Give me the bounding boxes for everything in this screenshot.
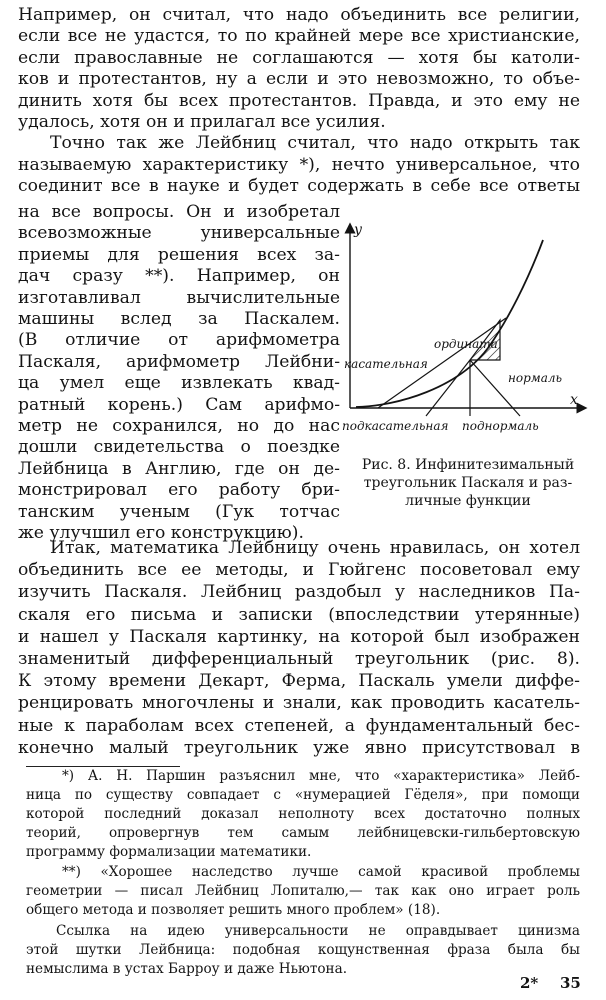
footnote-line: Ссылка на идею универсальности не оправдывает цинизма [56, 923, 580, 939]
text-line: Итак, математика Лейбницу очень нравилась, он хотел [50, 538, 580, 558]
footnote-line: этой шутки Лейбница: подобная кощунственная фраза была бы [26, 942, 580, 958]
caption-line: треугольник Паскаля и раз- [363, 475, 573, 491]
text-line: всевозможные универсальные [18, 223, 340, 244]
text-line: ков и протестантов, ну а если и это невозможно, то объе- [18, 69, 580, 90]
text-line: и нашел у Паскаля картинку, на которой был изображен [18, 626, 580, 647]
text-line: дошли свидетельства о поездке [18, 437, 340, 458]
figure-infinitesimal-triangle [338, 220, 588, 440]
signature-mark: 2* [520, 974, 539, 992]
text-line: К этому времени Декарт, Ферма, Паскаль умели диффе- [18, 671, 580, 692]
text-line: конечно малый треугольник уже явно присутствовал в [18, 737, 580, 758]
text-line: изготавливал вычислительные [18, 287, 340, 308]
footnote-line: *) А. Н. Паршин разъяснил мне, что «характеристика» Лейб- [62, 768, 580, 784]
x-axis-label: x [570, 392, 578, 408]
text-line: ренцировать многочлены и знали, как проводить касатель- [18, 693, 580, 714]
text-line: скаля его письма и записки (впоследствии утерянные) [18, 604, 580, 625]
footnote-line: **) «Хорошее наследство лучше самой красивой проблемы [62, 864, 580, 880]
text-line: Точно так же Лейбниц считал, что надо открыть так [50, 133, 580, 154]
text-line: Например, он считал, что надо объединить все религии, [18, 5, 580, 25]
text-line: ратный корень.) Сам арифмо- [18, 394, 340, 415]
subtangent-label: подкасательная [342, 419, 449, 433]
text-line: (В отличие от арифмометра [18, 330, 340, 351]
normal-label: нормаль [508, 371, 563, 385]
text-line: если все не удастся, то по крайней мере все христианские, [18, 26, 580, 47]
text-line: машины вслед за Паскалем. [18, 309, 340, 329]
text-line: монстрировал его работу бри- [18, 480, 340, 501]
text-line: знаменитый дифференциальный треугольник (рис. 8). [18, 649, 580, 669]
caption-line: личные функции [405, 493, 531, 509]
text-line: Паскаля, арифмометр Лейбни- [18, 351, 340, 372]
text-line: Лейбница в Англию, где он де- [18, 458, 340, 479]
tangent-label: касательная [344, 357, 428, 371]
footnote-line: общего метода и позволяет решить много проблем» (18). [26, 902, 441, 918]
text-line: на все вопросы. Он и изобретал [18, 202, 340, 222]
text-line: динить хотя бы всех протестантов. Правда, и это ему не [18, 90, 580, 111]
subnormal-label: поднормаль [462, 419, 539, 433]
text-line: ца умел еще извлекать квад- [18, 373, 340, 394]
text-line: называемую характеристику *), нечто универсальное, что [18, 154, 580, 175]
y-axis-label: y [354, 222, 362, 238]
footnote-line: геометрии — писал Лейбниц Лопиталю,— так как оно играет роль [26, 883, 580, 899]
text-line: удалось, хотя он и прилагал все усилия. [18, 112, 386, 132]
text-line: танским ученым (Гук тотчас [18, 501, 340, 522]
page-number: 35 [560, 974, 581, 992]
footnote-line: программу формализации математики. [26, 844, 312, 860]
text-line: объединить все ее методы, и Гюйгенс посоветовал ему [18, 560, 580, 581]
text-line: метр не сохранился, но до нас [18, 416, 340, 436]
footnote-line: теорий, опровергнув тем самым лейбницевски-гильбертовскую [26, 825, 580, 841]
text-line: же улучшил его конструкцию). [18, 523, 304, 543]
text-line: если православные не соглашаются — хотя бы католи- [18, 47, 580, 68]
footnote-line: которой последний доказал неполноту всех достаточно полных [26, 806, 580, 822]
ordinate-label: ордината [434, 337, 498, 351]
figure-caption [346, 456, 590, 510]
caption-line: Рис. 8. Инфинитезимальный [361, 457, 575, 473]
text-line: дач сразу **). Например, он [18, 266, 340, 287]
text-line: изучить Паскаля. Лейбниц раздобыл у наследников Па- [18, 582, 580, 603]
footnote-line: ница по существу совпадает с «нумерацией Гёделя», при помощи [26, 787, 580, 803]
text-line: ные к параболам всех степеней, а фундаментальный бес- [18, 715, 580, 736]
footnote-line: немыслима в устах Барроу и даже Ньютона. [26, 961, 348, 977]
text-line: приемы для решения всех за- [18, 244, 340, 265]
text-line: соединит все в науке и будет содержать в себе все ответы [18, 176, 580, 197]
